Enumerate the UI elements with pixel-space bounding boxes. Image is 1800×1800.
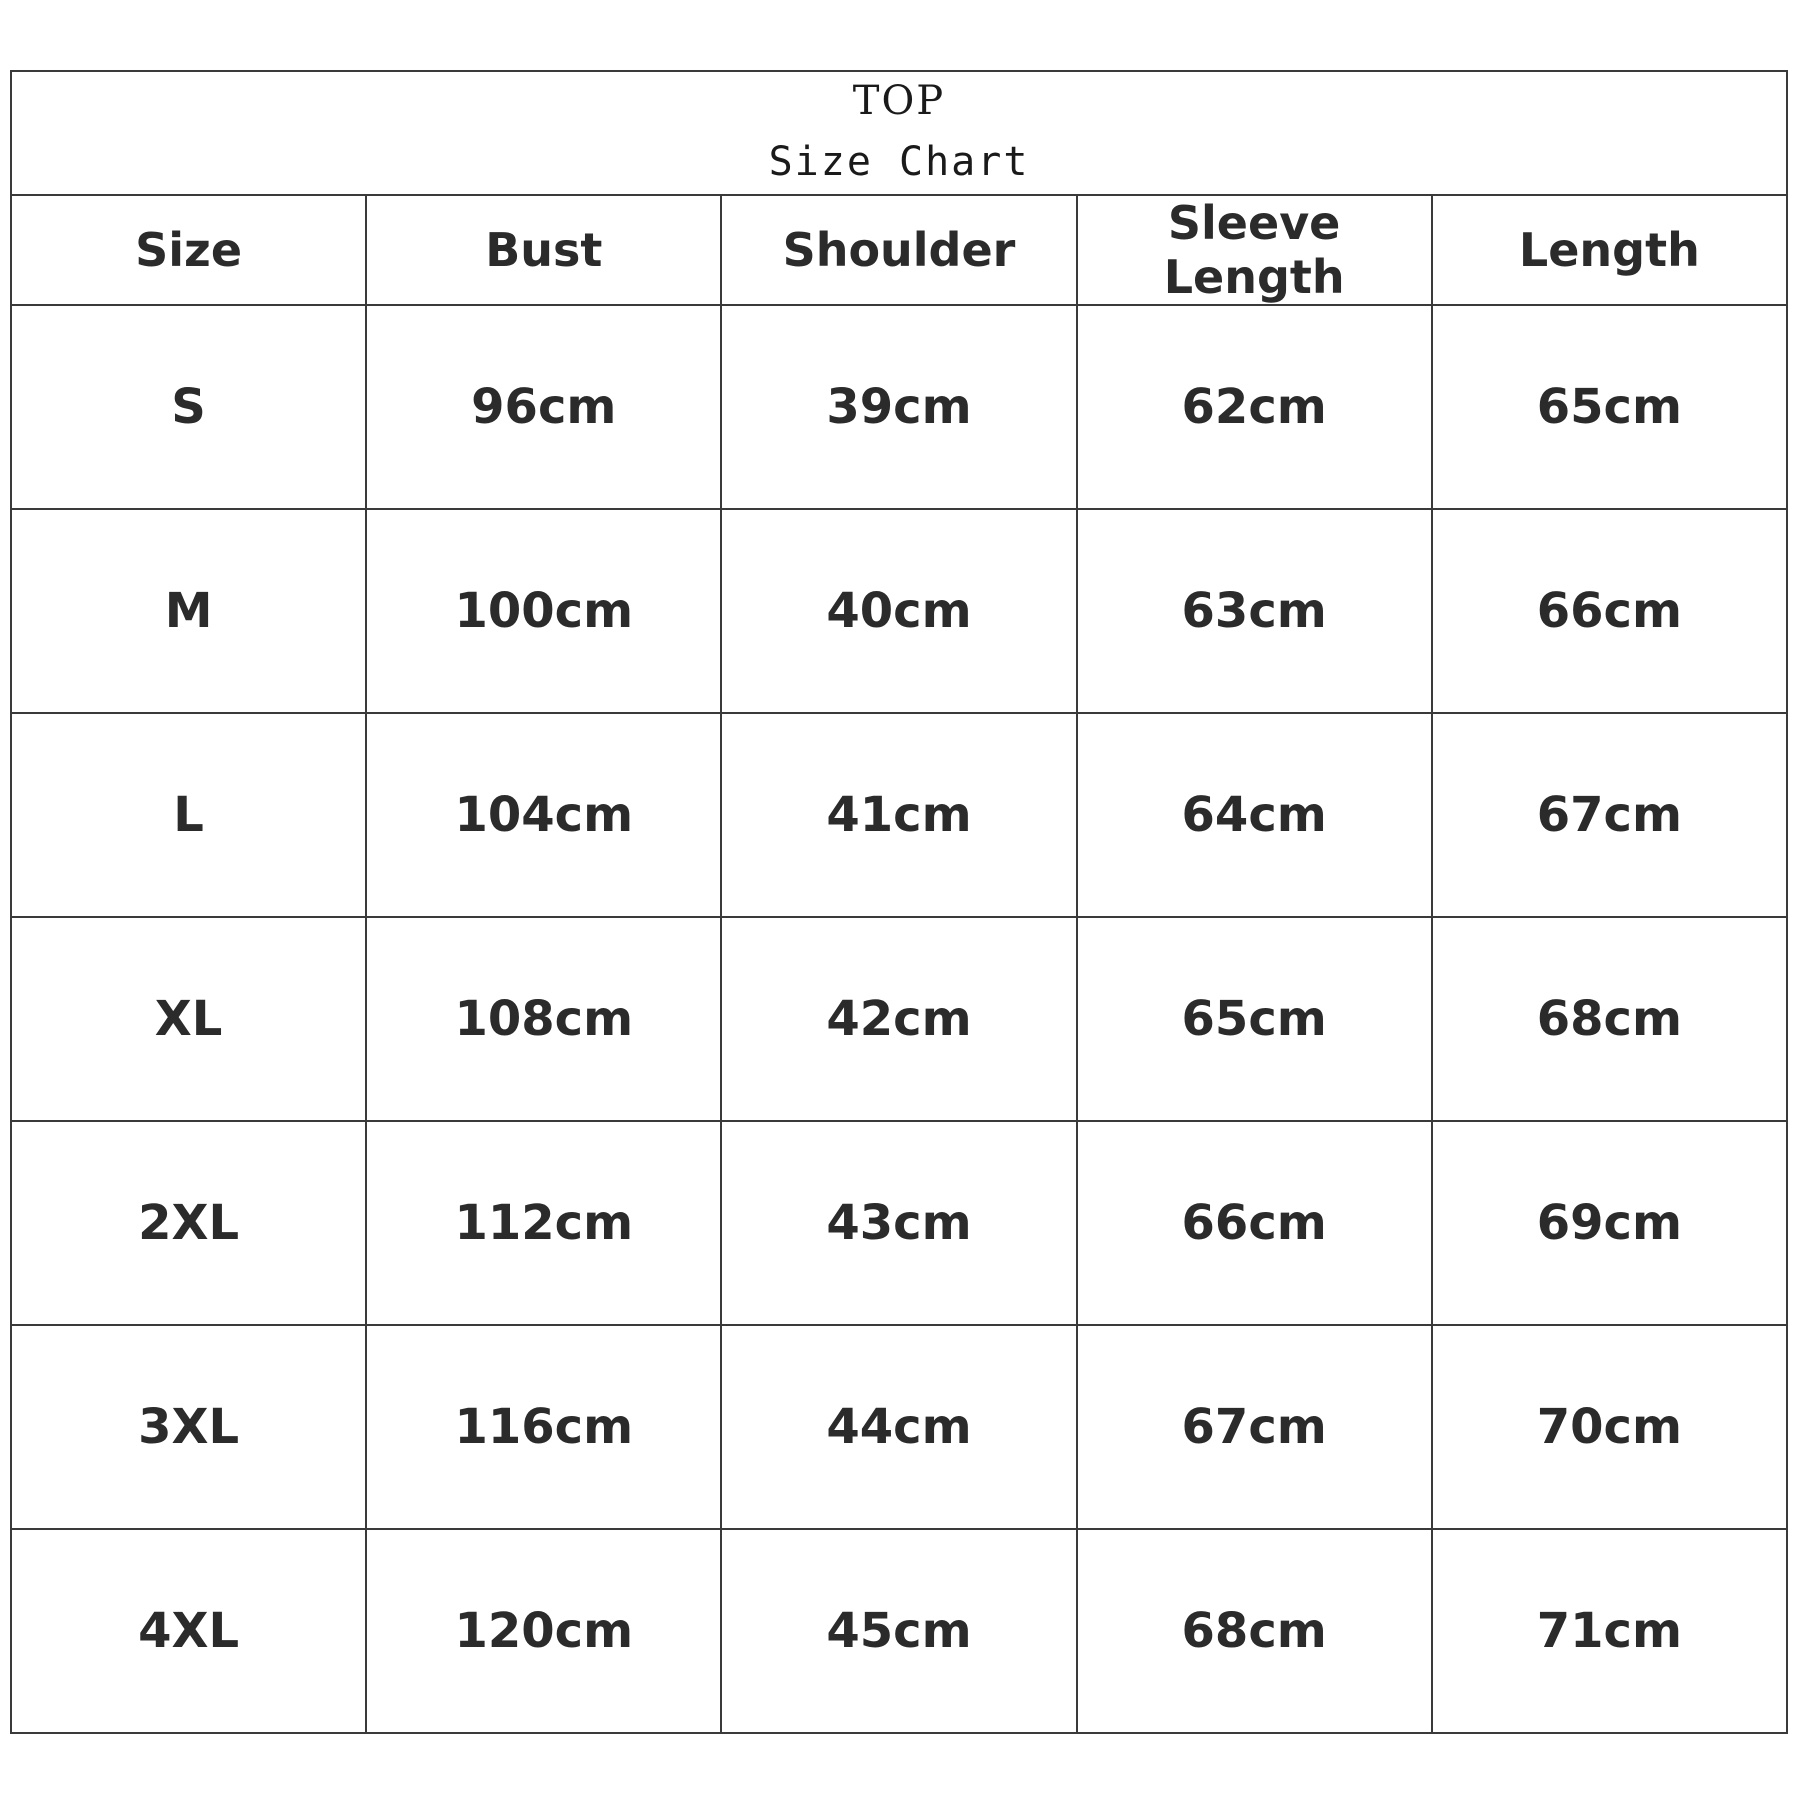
column-header-bust: Bust xyxy=(366,195,721,305)
length-cell: 66cm xyxy=(1432,509,1787,713)
shoulder-cell: 45cm xyxy=(721,1529,1076,1733)
bust-cell: 108cm xyxy=(366,917,721,1121)
length-cell: 70cm xyxy=(1432,1325,1787,1529)
length-cell: 69cm xyxy=(1432,1121,1787,1325)
size-chart-table xyxy=(10,70,1788,1734)
size-cell: L xyxy=(11,713,366,917)
sleeve-length-cell: 68cm xyxy=(1077,1529,1432,1733)
table-subtitle: Size Chart xyxy=(768,139,1030,185)
column-header-shoulder: Shoulder xyxy=(721,195,1076,305)
size-cell: 2XL xyxy=(11,1121,366,1325)
column-header-length: Length xyxy=(1432,195,1787,305)
bust-cell: 96cm xyxy=(366,305,721,509)
table-row xyxy=(11,1121,1787,1325)
shoulder-cell: 39cm xyxy=(721,305,1076,509)
table-row xyxy=(11,917,1787,1121)
column-header-sleeve-length: Sleeve Length xyxy=(1077,195,1432,305)
table-row xyxy=(11,1529,1787,1733)
size-cell: S xyxy=(11,305,366,509)
length-cell: 71cm xyxy=(1432,1529,1787,1733)
table-row xyxy=(11,509,1787,713)
title-row xyxy=(11,71,1787,195)
sleeve-length-cell: 62cm xyxy=(1077,305,1432,509)
sleeve-length-cell: 66cm xyxy=(1077,1121,1432,1325)
shoulder-cell: 42cm xyxy=(721,917,1076,1121)
sleeve-length-cell: 63cm xyxy=(1077,509,1432,713)
table-row xyxy=(11,1325,1787,1529)
table-title: TOP xyxy=(852,78,946,124)
size-cell: 3XL xyxy=(11,1325,366,1529)
length-cell: 68cm xyxy=(1432,917,1787,1121)
bust-cell: 100cm xyxy=(366,509,721,713)
table-row xyxy=(11,305,1787,509)
size-cell: 4XL xyxy=(11,1529,366,1733)
shoulder-cell: 41cm xyxy=(721,713,1076,917)
shoulder-cell: 40cm xyxy=(721,509,1076,713)
sleeve-length-cell: 67cm xyxy=(1077,1325,1432,1529)
sleeve-length-cell: 65cm xyxy=(1077,917,1432,1121)
size-cell: M xyxy=(11,509,366,713)
column-header-size: Size xyxy=(11,195,366,305)
title-cell xyxy=(11,71,1787,195)
header-row xyxy=(11,195,1787,305)
bust-cell: 104cm xyxy=(366,713,721,917)
sleeve-length-cell: 64cm xyxy=(1077,713,1432,917)
shoulder-cell: 43cm xyxy=(721,1121,1076,1325)
bust-cell: 112cm xyxy=(366,1121,721,1325)
length-cell: 67cm xyxy=(1432,713,1787,917)
size-cell: XL xyxy=(11,917,366,1121)
bust-cell: 116cm xyxy=(366,1325,721,1529)
length-cell: 65cm xyxy=(1432,305,1787,509)
shoulder-cell: 44cm xyxy=(721,1325,1076,1529)
bust-cell: 120cm xyxy=(366,1529,721,1733)
table-row xyxy=(11,713,1787,917)
